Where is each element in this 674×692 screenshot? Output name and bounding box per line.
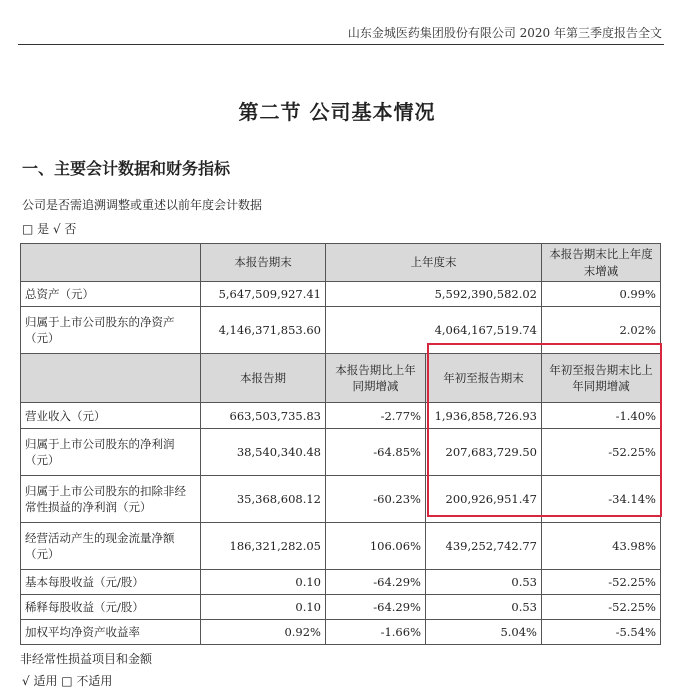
cell-value: 38,540,340.48 — [201, 429, 326, 476]
cell-value: 0.92% — [201, 620, 326, 645]
cell-value: 0.10 — [201, 570, 326, 595]
table-row — [21, 620, 661, 645]
table-row — [21, 429, 661, 476]
header-cell: 年初至报告期末 — [426, 354, 542, 403]
table-row — [21, 476, 661, 523]
cell-value: -64.85% — [326, 429, 426, 476]
cell-value: -2.77% — [326, 403, 426, 429]
cell-value: 439,252,742.77 — [426, 523, 542, 570]
table-header-row — [21, 244, 661, 282]
header-cell: 本报告期比上年同期增减 — [326, 354, 426, 403]
cell-value: -1.66% — [326, 620, 426, 645]
header-cell: 本报告期 — [201, 354, 326, 403]
subsection-title: 一、主要会计数据和财务指标 — [22, 159, 231, 178]
header-cell — [21, 354, 201, 403]
cell-value: 0.99% — [542, 282, 661, 307]
cell-value: 5,647,509,927.41 — [201, 282, 326, 307]
cell-value: 207,683,729.50 — [426, 429, 542, 476]
row-label: 总资产（元） — [21, 282, 201, 307]
row-label: 归属于上市公司股东的净资产（元） — [21, 307, 201, 354]
document-header: 山东金城医药集团股份有限公司 2020 年第三季度报告全文 — [347, 26, 662, 40]
table-header-row — [21, 354, 661, 403]
cell-value: -64.29% — [326, 570, 426, 595]
cell-value: -60.23% — [326, 476, 426, 523]
row-label: 基本每股收益（元/股） — [21, 570, 201, 595]
header-cell: 年初至报告期末比上年同期增减 — [542, 354, 661, 403]
row-label: 归属于上市公司股东的扣除非经常性损益的净利润（元） — [21, 476, 201, 523]
financial-table — [20, 243, 661, 645]
table-row — [21, 523, 661, 570]
cell-value: 2.02% — [542, 307, 661, 354]
row-label: 加权平均净资产收益率 — [21, 620, 201, 645]
cell-value: -1.40% — [542, 403, 661, 429]
footer-choice: √ 适用 □ 不适用 — [22, 674, 113, 688]
cell-value: 0.53 — [426, 570, 542, 595]
cell-value: 5.04% — [426, 620, 542, 645]
cell-value: -52.25% — [542, 595, 661, 620]
cell-value: 4,146,371,853.60 — [201, 307, 326, 354]
header-cell: 上年度末 — [326, 244, 542, 282]
row-label: 营业收入（元） — [21, 403, 201, 429]
header-cell — [21, 244, 201, 282]
cell-value: 4,064,167,519.74 — [326, 307, 542, 354]
cell-value: 5,592,390,582.02 — [326, 282, 542, 307]
table-row — [21, 403, 661, 429]
header-cell: 本报告期末比上年度末增减 — [542, 244, 661, 282]
cell-value: 663,503,735.83 — [201, 403, 326, 429]
cell-value: 0.10 — [201, 595, 326, 620]
cell-value: -52.25% — [542, 429, 661, 476]
row-label: 归属于上市公司股东的净利润（元） — [21, 429, 201, 476]
footer-note: 非经常性损益项目和金额 — [20, 652, 153, 666]
cell-value: -64.29% — [326, 595, 426, 620]
cell-value: 186,321,282.05 — [201, 523, 326, 570]
cell-value: -5.54% — [542, 620, 661, 645]
table-row — [21, 307, 661, 354]
table-row — [21, 282, 661, 307]
header-cell: 本报告期末 — [201, 244, 326, 282]
cell-value: 43.98% — [542, 523, 661, 570]
row-label: 稀释每股收益（元/股） — [21, 595, 201, 620]
retro-question: 公司是否需追溯调整或重述以前年度会计数据 — [22, 198, 263, 212]
cell-value: 106.06% — [326, 523, 426, 570]
header-divider — [18, 44, 664, 45]
cell-value: -52.25% — [542, 570, 661, 595]
cell-value: 0.53 — [426, 595, 542, 620]
row-label: 经营活动产生的现金流量净额（元） — [21, 523, 201, 570]
retro-choice: □ 是 √ 否 — [22, 222, 77, 236]
table-row — [21, 570, 661, 595]
cell-value: 200,926,951.47 — [426, 476, 542, 523]
section-title: 第二节 公司基本情况 — [238, 100, 436, 124]
cell-value: 35,368,608.12 — [201, 476, 326, 523]
cell-value: 1,936,858,726.93 — [426, 403, 542, 429]
cell-value: -34.14% — [542, 476, 661, 523]
table-row — [21, 595, 661, 620]
